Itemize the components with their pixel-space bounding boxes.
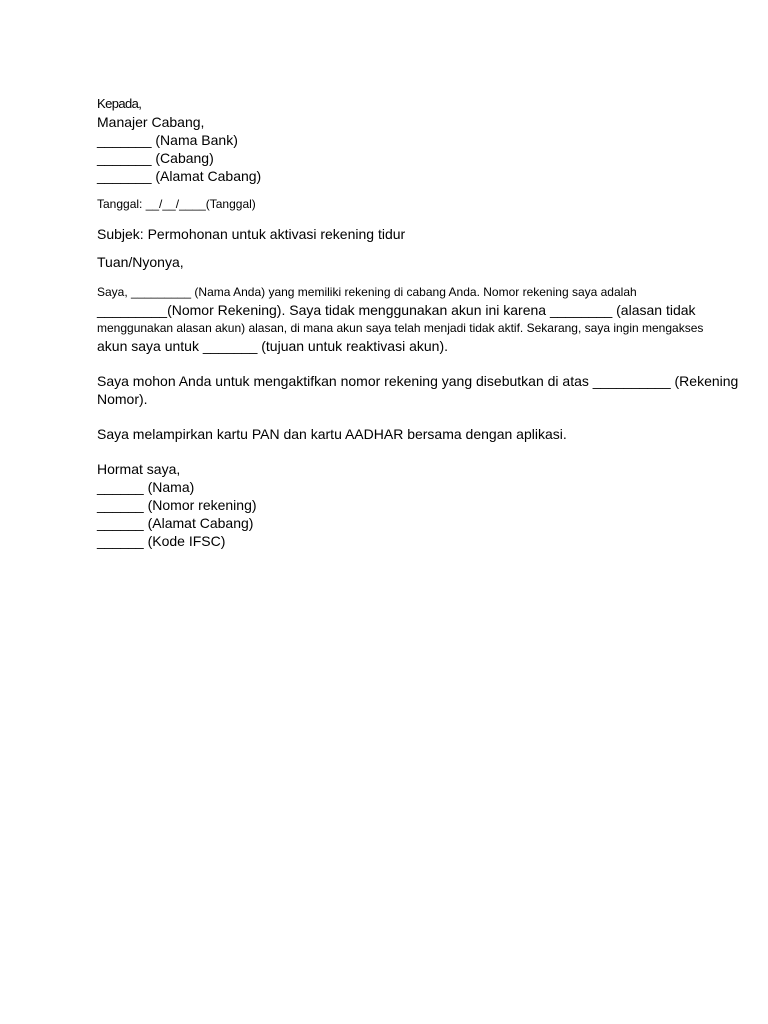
- letter-body: [97, 95, 739, 550]
- paragraph-1-line-2: _________(Nomor Rekening). Saya tidak menggunakan akun ini karena ________ (alasan tidak: [97, 302, 696, 318]
- closing-block: [97, 460, 697, 550]
- paragraph-2-line-2: Nomor).: [97, 391, 148, 407]
- greeting: Tuan/Nyonya,: [97, 254, 184, 270]
- paragraph-1-line-3: menggunakan alasan akun) alasan, di mana akun saya telah menjadi tidak aktif. Sekarang, saya ingin mengakses: [97, 321, 704, 335]
- subject-line: Subjek: Permohonan untuk aktivasi rekening tidur: [97, 226, 406, 242]
- paragraph-1-line-1: Saya, _________ (Nama Anda) yang memiliki rekening di cabang Anda. Nomor rekening saya adalah: [97, 285, 637, 299]
- recipient-block: [97, 95, 697, 185]
- address-line: ______ (Alamat Cabang): [97, 515, 254, 531]
- paragraph-1: [97, 283, 704, 355]
- paragraph-2: [97, 372, 739, 408]
- paragraph-2-line-1: Saya mohon Anda untuk mengaktifkan nomor rekening yang disebutkan di atas __________ (Rekening: [97, 373, 739, 389]
- bank-name-line: _______ (Nama Bank): [97, 132, 238, 148]
- paragraph-1-line-4: akun saya untuk _______ (tujuan untuk reaktivasi akun).: [97, 338, 449, 354]
- salutation-to: Kepada,: [97, 96, 142, 111]
- paragraph-3: Saya melampirkan kartu PAN dan kartu AADHAR bersama dengan aplikasi.: [97, 426, 567, 442]
- branch-address-line: _______ (Alamat Cabang): [97, 168, 262, 184]
- ifsc-line: ______ (Kode IFSC): [97, 533, 226, 549]
- name-line: ______ (Nama): [97, 479, 195, 495]
- branch-line: _______ (Cabang): [97, 150, 214, 166]
- date-line: Tanggal: __/__/____(Tanggal): [97, 197, 256, 211]
- account-line: ______ (Nomor rekening): [97, 497, 257, 513]
- sign-off: Hormat saya,: [97, 461, 181, 477]
- recipient-title: Manajer Cabang,: [97, 114, 205, 130]
